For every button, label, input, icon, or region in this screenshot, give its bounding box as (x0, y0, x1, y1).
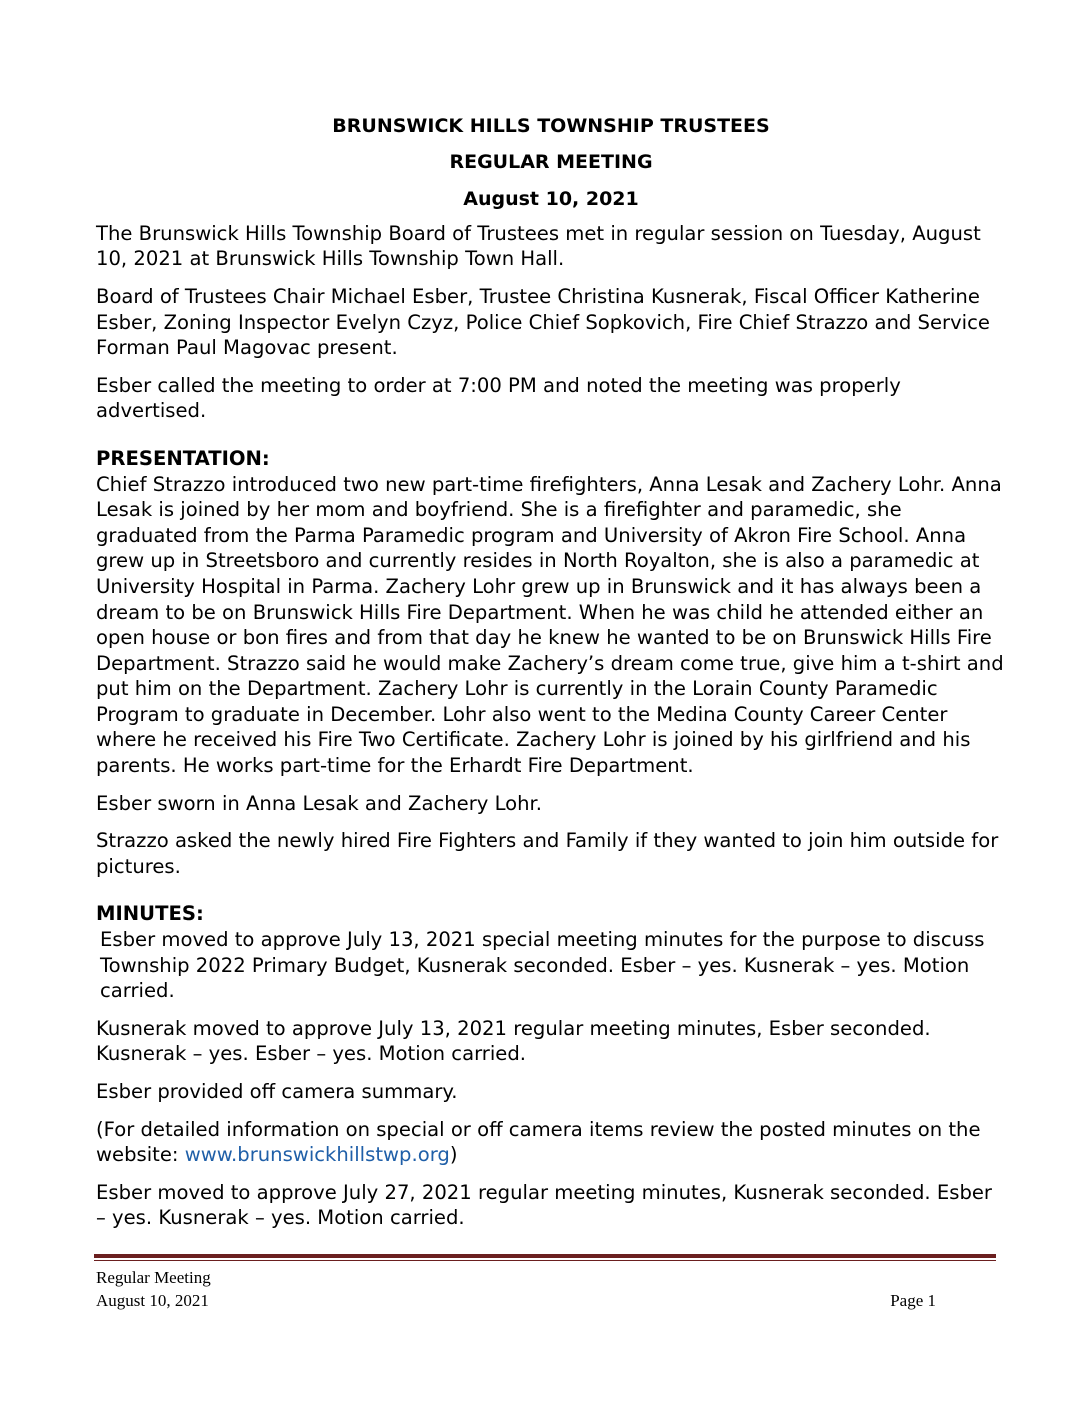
call-to-order-paragraph: Esber called the meeting to order at 7:00 PM and noted the meeting was properly advertised. (96, 373, 901, 423)
minutes-regular-july13-paragraph: Kusnerak moved to approve July 13, 2021 regular meeting minutes, Esber seconded. Kusnerak – yes. Esber – yes. Motion carried. (96, 1016, 931, 1066)
footer-divider (94, 1254, 996, 1258)
minutes-special-paragraph: Esber moved to approve July 13, 2021 special meeting minutes for the purpose to discuss Township 2022 Primary Budget, Kusnerak seconded. Esber – yes. Kusnerak – yes. Motion carried. (100, 928, 985, 1003)
off-camera-summary-paragraph: Esber provided off camera summary. (96, 1080, 458, 1103)
minutes-heading: MINUTES: (96, 902, 204, 926)
meeting-date: August 10, 2021 (463, 188, 639, 211)
website-paragraph (96, 1117, 1006, 1168)
website-text-end: ) (449, 1143, 458, 1167)
footer-meeting-type: Regular Meeting (96, 1268, 211, 1287)
website-link[interactable]: www.brunswickhillstwp.org (184, 1143, 450, 1167)
document-title: BRUNSWICK HILLS TOWNSHIP TRUSTEES (332, 115, 770, 137)
footer-date: August 10, 2021 (96, 1291, 209, 1310)
page-number: Page 1 (890, 1291, 936, 1310)
document-body (96, 114, 1006, 1231)
minutes-regular-july27-paragraph: Esber moved to approve July 27, 2021 regular meeting minutes, Kusnerak seconded. Esber – yes. Kusnerak – yes. Motion carried. (96, 1180, 992, 1230)
presentation-heading: PRESENTATION: (96, 446, 270, 470)
swearing-in-paragraph: Esber sworn in Anna Lesak and Zachery Lohr. (96, 791, 543, 815)
pictures-paragraph: Strazzo asked the newly hired Fire Fighters and Family if they wanted to join him outside for pictures. (96, 829, 999, 878)
page-footer (96, 1266, 936, 1312)
meeting-type: REGULAR MEETING (449, 150, 653, 173)
attendees-paragraph: Board of Trustees Chair Michael Esber, Trustee Christina Kusnerak, Fiscal Officer Katherine Esber, Zoning Inspector Evelyn Czyz, Police Chief Sopkovich, Fire Chief Strazzo and Service Forman Paul Magovac present. (96, 284, 990, 360)
presentation-paragraph: Chief Strazzo introduced two new part-time firefighters, Anna Lesak and Zachery Lohr. Anna Lesak is joined by her mom and boyfriend. She is a firefighter and paramedic, she graduated from the Parma Paramedic program and University of Akron Fire School. Anna grew up in Streetsboro and currently resides in North Royalton, she is also a paramedic at University Hospital in Parma. Zachery Lohr grew up in Brunswick and it has always been a dream to be on Brunswick Hills Fire Department. When he was child he attended either an open house or bon fires and from that day he knew he wanted to be on Brunswick Hills Fire Department. Strazzo said he would make Zachery’s dream come true, give him a t-shirt and put him on the Department. Zachery Lohr is currently in the Lorain County Paramedic Program to graduate in December. Lohr also went to the Medina County Career Center where he received his Fire Two Certificate. Zachery Lohr is joined by his girlfriend and his parents. He works part-time for the Erhardt Fire Department. (96, 472, 1004, 778)
footer-divider-thin (94, 1260, 996, 1261)
intro-paragraph: The Brunswick Hills Township Board of Trustees met in regular session on Tuesday, August 10, 2021 at Brunswick Hills Township Town Hall. (96, 221, 981, 271)
website-text: (For detailed information on special or off camera items review the posted minutes on the website: (96, 1117, 981, 1167)
